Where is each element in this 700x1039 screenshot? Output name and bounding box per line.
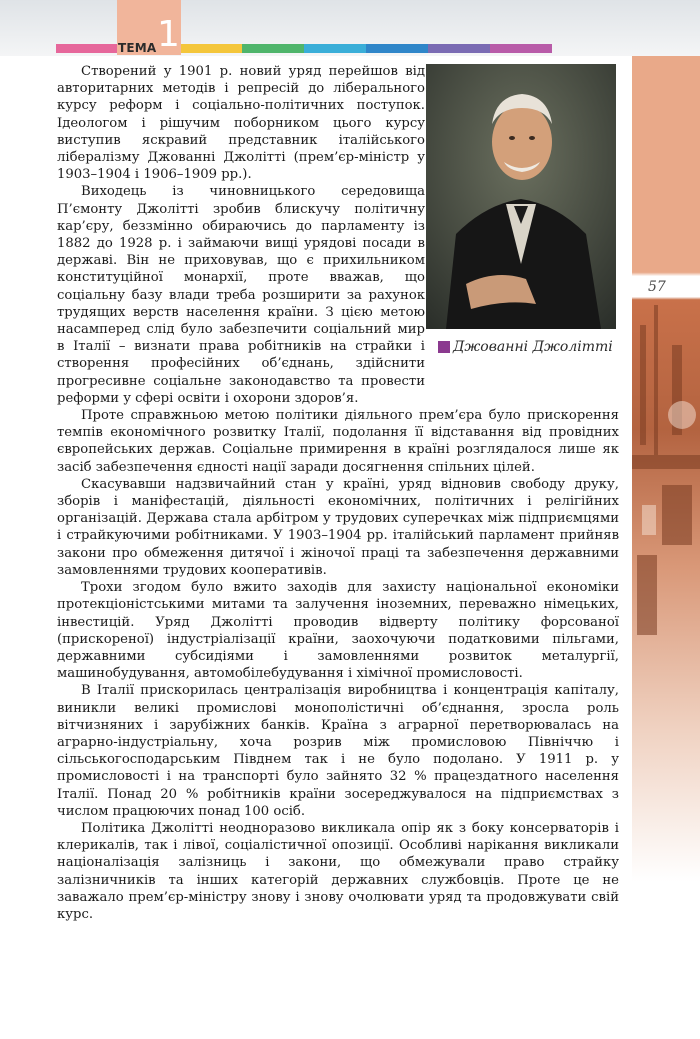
paragraph: Проте справжньою метою політики діяльного прем’єра було прискорення темпів економічного розвитку Італії, подолання її відставання від провідних європейських держав. Соціальне примирення в країні розглядалося лише як засіб забезпечення єдності нації заради досягнення спільних цілей. bbox=[57, 408, 619, 475]
figure-spacer bbox=[425, 63, 619, 391]
chapter-label: ТЕМА bbox=[118, 41, 157, 55]
paragraph: Політика Джолітті неодноразово викликала опір як з боку консерваторів і клерикалів, так і лівої, соціалістичної опозиції. Особливі нарікання викликали націоналізація залізниць і закони, що обмежували право страйку залізничників та інших категорій державних службовців. Проте це не заважало прем’єр-міністру знову і знову очолювати уряд та продовжувати свій курс. bbox=[57, 820, 619, 922]
page-number: 57 bbox=[648, 279, 666, 295]
paragraph: Виходець із чиновницького середовища П’ємонту Джолітті зробив блискучу політичну кар’єру, беззмінно обираючись до парламенту із 1882 до 1928 р. і займаючи вищі урядові посади в державі. Він не приховував, що є прихильником конституційної монархії, проте вважав, що соціальну базу влади треба розширити за рахунок трудящих верств населення країни. З цією метою насамперед слід було забезпечити соціальний мир в Італії – визнати права робітників на страйки і створення професійних об’єднань, здійснити прогресивне соціальне законодавство та провести реформи у сфері освіти і охорони здоров’я. bbox=[57, 184, 425, 406]
stripe-segment bbox=[366, 44, 428, 53]
stripe-segment bbox=[304, 44, 366, 53]
stripe-segment bbox=[490, 44, 552, 53]
stripe-segment bbox=[180, 44, 242, 53]
paragraph: В Італії прискорилась централізація виробництва і концентрація капіталу, виникли великі промислові монополістичні об’єднання, зросла роль вітчизняних і зарубіжних банків. Країна з аграрної перетворювалась на аграрно-індустріальну, хоча розрив між промисловою Північчю і сільськогосподарським Півднем так і не було подолано. У 1911 р. у промисловості і на транспорті було зайнято 32 % працездатного населення Італії. Понад 20 % робітників країни зосереджувалося на підприємствах з числом працюючих понад 100 осіб. bbox=[57, 683, 619, 819]
stripe-segment bbox=[56, 44, 118, 53]
paragraph: Трохи згодом було вжито заходів для захисту національної економіки протекціоністськими митами та залучення іноземних, переважно німецьких, інвестицій. Уряд Джолітті проводив відверту політику форсованої (прискореної) індустріалізації країни, заохочуючи податковими пільгами, державними субсидіями і замовленнями розвиток металургії, машинобудування, автомобілебудування і хімічної промисловості. bbox=[57, 580, 619, 682]
chapter-number: 1 bbox=[157, 14, 180, 55]
factory-illustration bbox=[632, 305, 700, 825]
body-text bbox=[57, 63, 619, 923]
paragraph: Скасувавши надзвичайний стан у країні, уряд відновив свободу друку, зборів і маніфестацій, діяльності економічних, політичних і релігійних організацій. Держава стала арбітром у трудових суперечках між підприємцями і страйкуючими робітниками. У 1903–1904 рр. італійський парламент прийняв закони про обмеження дитячої і жіночої праці та забезпечення державними замовленнями трудових кооперативів. bbox=[57, 476, 619, 578]
stripe-segment bbox=[242, 44, 304, 53]
paragraph: Створений у 1901 р. новий уряд перейшов від авторитарних методів і репресій до ліберального курсу реформ і соціально-політичних поступок. Ідеологом і рішучим поборником цього курсу виступив яскравий представник італійського лібералізму Джованні Джолітті (прем’єр-міністр у 1903–1904 і 1906–1909 рр.). bbox=[57, 64, 425, 183]
caption-text: Джованні Джолітті bbox=[453, 339, 613, 355]
stripe-segment bbox=[428, 44, 490, 53]
